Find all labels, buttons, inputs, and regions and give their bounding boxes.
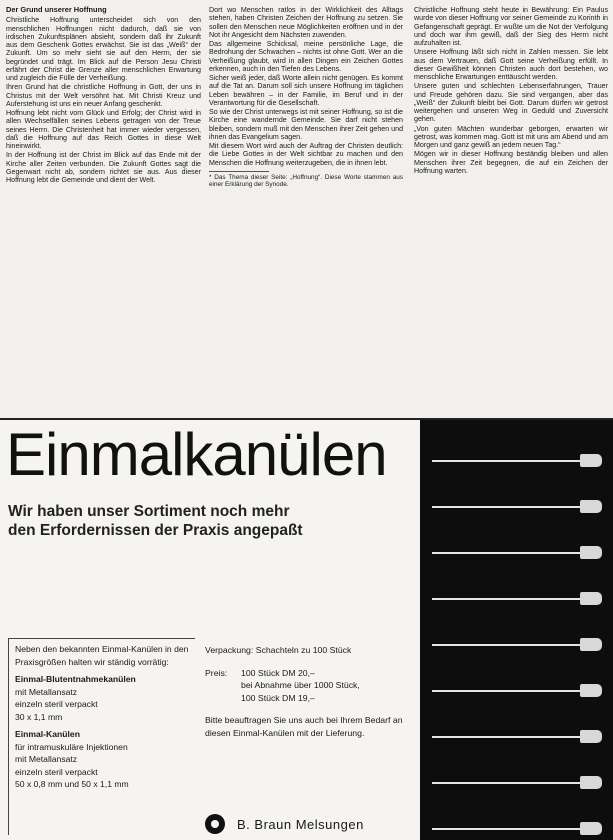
product-box bbox=[8, 638, 195, 835]
product-1-line: 30 x 1,1 mm bbox=[15, 711, 63, 722]
price-line: 100 Stück DM 19,– bbox=[241, 692, 315, 703]
paragraph: Sicher weiß jeder, daß Worte allein nicht genügen. Es kommt auf die Tat an. Darum soll sich unsere Hoffnung im täglichen Leben bewähren – in der Familie, im Beruf und in der Verantwortung für die Gesellschaft. bbox=[209, 74, 403, 107]
paragraph: Hoffnung lebt nicht vom Glück und Erfolg; der Christ wird in allen Wechselfällen seines Lebens getragen von der Treue seines Herrn. Die Christenheit hat immer wieder vergessen, daß die Hoffnung auf das Reich Gottes in diese Welt hineinwirkt. bbox=[6, 109, 201, 150]
paragraph: Das allgemeine Schicksal, meine persönliche Lage, die Bedrohung der Schwachen – nichts ist ohne Gott. Wer an die Verheißung glaubt, wird in allen Dingen ein Zeichen Gottes erkennen, auch in den Tiefen des Lebens. bbox=[209, 40, 403, 73]
ad-subtitle-line-1: Wir haben unser Sortiment noch mehr bbox=[8, 503, 290, 520]
product-2-line: mit Metallansatz bbox=[15, 754, 78, 764]
price-line: bei Abnahme über 1000 Stück, bbox=[241, 680, 360, 690]
needle-image-panel bbox=[420, 420, 613, 840]
article-heading: Der Grund unserer Hoffnung bbox=[6, 6, 107, 14]
product-intro: Neben den bekannten Einmal-Kanülen in den Praxisgrößen halten wir ständig vorrätig: bbox=[15, 644, 189, 667]
article-column-3 bbox=[414, 6, 608, 411]
ad-subtitle-line-2: den Erfordernissen der Praxis angepaßt bbox=[8, 522, 303, 539]
footnote: * Das Thema dieser Seite: „Hoffnung“. Diese Worte stammen aus einer Erklärung der Synode. bbox=[209, 173, 403, 189]
needle-icon bbox=[432, 550, 602, 555]
ad-title: Einmalkanülen bbox=[6, 421, 387, 488]
product-1-title: Einmal-Blutentnahmekanülen bbox=[15, 674, 136, 684]
article-column-2 bbox=[209, 6, 403, 411]
needle-icon bbox=[432, 826, 602, 831]
ad-subtitle bbox=[8, 502, 303, 540]
paragraph: Mögen wir in dieser Hoffnung beständig bleiben und allen Menschen ihrer Zeit begegnen, die auf ein Zeichen der Hoffnung warten. bbox=[414, 150, 608, 175]
price-block bbox=[205, 667, 410, 705]
product-1-line: einzeln steril verpackt bbox=[15, 699, 98, 709]
needle-icon bbox=[432, 688, 602, 693]
advertisement bbox=[0, 418, 613, 840]
paragraph: Unsere guten und schlechten Lebenserfahrungen, Trauer und Freude gehören dazu. Sie sind vergangen, aber das „Weiß“ der Zukunft bleibt bei Gott. Darum dürfen wir getrost weitergehen und unseren Weg in Geduld und Zuversicht gehen. bbox=[414, 82, 608, 124]
needle-icon bbox=[432, 734, 602, 739]
needle-icon bbox=[432, 458, 602, 463]
paragraph: In der Hoffnung ist der Christ im Blick auf das Ende mit der Kirche aller Zeiten verbunden. Die Zukunft Gottes sagt die Gegenwart nicht ab, sondern richtet sie aus. Aus dieser Hoffnung lebt die Gemeinde und dient der Welt. bbox=[6, 151, 201, 184]
paragraph: Mit diesem Wort wird auch der Auftrag der Christen deutlich: die Liebe Gottes in der Welt sichtbar zu machen und den Menschen die Hoffnung weiterzugeben, die in ihnen lebt. bbox=[209, 142, 403, 167]
company-logo bbox=[205, 814, 364, 834]
needle-icon bbox=[432, 504, 602, 509]
pricing-info bbox=[205, 644, 410, 749]
quote: „Von guten Mächten wunderbar geborgen, erwarten wir getrost, was kommen mag. Gott ist mit uns am Abend und am Morgen und ganz gewiß an jedem neuen Tag.“ bbox=[414, 124, 608, 149]
needle-icon bbox=[432, 642, 602, 647]
article-column-1 bbox=[6, 6, 201, 411]
braun-logo-icon bbox=[205, 814, 225, 834]
price-lines bbox=[241, 667, 360, 705]
paragraph: Unsere Hoffnung läßt sich nicht in Zahlen messen. Sie lebt aus dem Vertrauen, daß Gott seine Verheißung erfüllt. In dieser Gewißheit können Christen auch dort bestehen, wo menschliche Erwartungen enttäuscht werden. bbox=[414, 48, 608, 81]
product-2-line: einzeln steril verpackt bbox=[15, 766, 98, 777]
product-2-title: Einmal-Kanülen bbox=[15, 729, 80, 739]
product-1-line: mit Metallansatz bbox=[15, 686, 78, 697]
paragraph: So wie der Christ unterwegs ist mit seiner Hoffnung, so ist die Kirche eine wandernde Gemeinde. Sie darf nicht stehen bleiben, sondern muß mit den Menschen ihrer Zeit gehen und ihnen das Evangelium sagen. bbox=[209, 108, 403, 141]
article bbox=[0, 0, 613, 418]
paragraph: Christliche Hoffnung steht heute in Bewährung: Ein Paulus wurde von dieser Hoffnung vor seiner Gemeinde zu Korinth in Gefangenschaft geprägt. Er wußte um die Not der Verfolgung und doch war ihm gewiß, daß der Sieg des Herrn nicht aufzuhalten ist. bbox=[414, 6, 608, 47]
product-2-line: 50 x 0,8 mm und 50 x 1,1 mm bbox=[15, 779, 129, 789]
price-line: 100 Stück DM 20,– bbox=[241, 667, 315, 678]
product-2-line: für intramuskuläre Injektionen bbox=[15, 741, 128, 752]
company-name: B. Braun Melsungen bbox=[237, 816, 364, 832]
closing-text: Bitte beauftragen Sie uns auch bei Ihrem Bedarf an diesen Einmal-Kanülen mit der Lieferung. bbox=[205, 715, 403, 738]
paragraph: Ihren Grund hat die christliche Hoffnung in Gott, der uns in Christus mit der Welt versöhnt hat. Mit Christi Kreuz und Auferstehung ist uns ein neuer Anfang geschenkt. bbox=[6, 83, 201, 108]
needle-icon bbox=[432, 780, 602, 785]
paragraph: Christliche Hoffnung unterscheidet sich von den menschlichen Hoffnungen nicht dadurch, daß sie von irdischen Zukunftsplänen absieht, sondern daß ihr Zukunft aus dem Geschenk Gottes erwächst. Sie ist das „Weiß“ der Zukunft. Um so mehr sieht sie auf den Herrn, der sie begründet und trägt. Im Blick auf die Person Jesu Christi erfährt der Christ die Grenze aller menschlichen Erwartung und zugleich die Fülle der Verheißung. bbox=[6, 16, 201, 82]
footnote-divider bbox=[209, 171, 269, 172]
needle-icon bbox=[432, 596, 602, 601]
packaging-text: Verpackung: Schachteln zu 100 Stück bbox=[205, 645, 352, 655]
paragraph: Dort wo Menschen ratlos in der Wirklichkeit des Alltags stehen, haben Christen Zeichen der Hoffnung zu setzen. Sie sollen den Menschen neue Möglichkeiten eröffnen und in der Not ihr Angesicht dem Nächsten zuwenden. bbox=[209, 6, 403, 39]
price-label: Preis: bbox=[205, 667, 228, 678]
